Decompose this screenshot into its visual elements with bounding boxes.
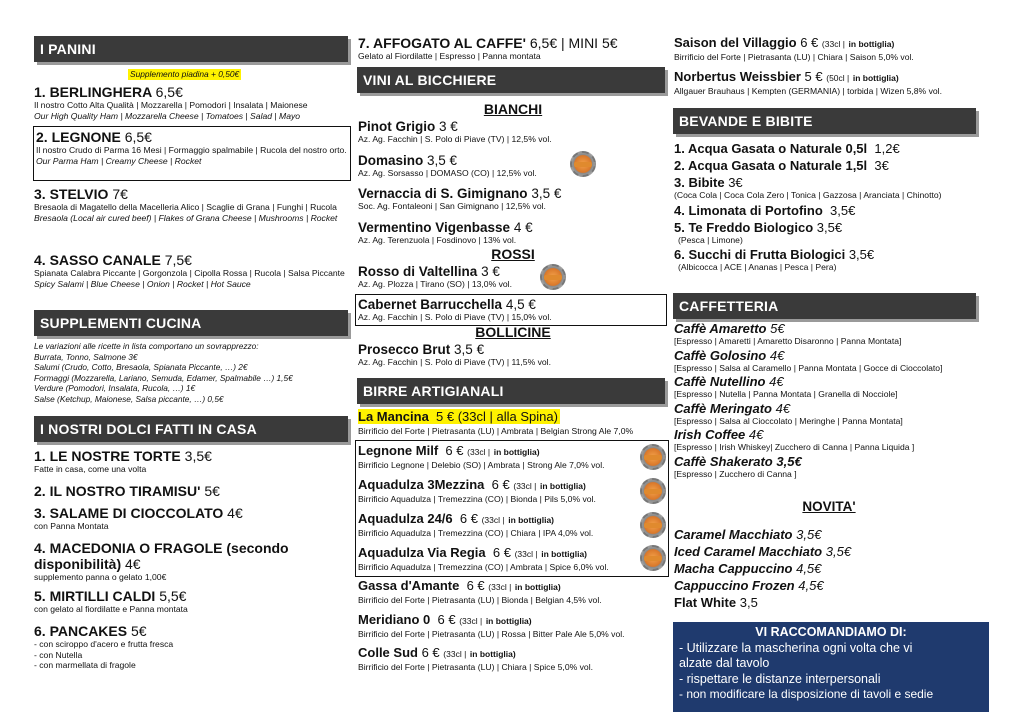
dolce-item: 4. MACEDONIA O FRAGOLE (secondo disponibilità) 4€ supplemento panna o gelato 1,00€ <box>34 540 289 582</box>
panino-item: 2. LEGNONE 6,5€ Il nostro Crudo di Parma 16 Mesi | Formaggio spalmabile | Rucola del nostro orto. Our Parma Ham | Creamy Cheese | Rocket <box>36 129 347 166</box>
bevanda-item: 3. Bibite 3€ <box>674 175 743 190</box>
supplemento-piadina: Supplemento piadina + 0,50€ <box>130 69 240 79</box>
beer-item: Saison del Villaggio 6 € (33cl | in bottiglia) Birrificio del Forte | Pietrasanta (LU) | Chiara | Saison 5,0% vol. <box>674 35 914 62</box>
beer-item: Aquadulza 24/6 6 € (33cl | in bottiglia) Birrificio Aquadulza | Tremezzina (CO) | Chiara | IPA 4,0% vol. <box>358 511 594 538</box>
beer-item: Aquadulza 3Mezzina 6 € (33cl | in bottiglia) Birrificio Aquadulza | Tremezzina (CO) | Bionda | Pils 5,0% vol. <box>358 477 596 504</box>
caffe-item: Caffè Amaretto 5€ <box>674 321 785 336</box>
panino-item: 4. SASSO CANALE 7,5€ Spianata Calabra Piccante | Gorgonzola | Cipolla Rossa | Rucola | Salsa Piccante Spicy Salami | Blue Cheese | Onion | Rocket | Hot Sauce <box>34 252 345 289</box>
bevanda-item: 5. Te Freddo Biologico 3,5€ <box>674 219 843 235</box>
novita-item: Caramel Macchiato 3,5€ <box>674 527 822 542</box>
wine-item: Rosso di Valtellina 3 € Az. Ag. Plozza | Tirano (SO) | 13,0% vol. <box>358 264 512 289</box>
bianchi-label: BIANCHI <box>483 101 543 117</box>
panino-item: 1. BERLINGHERA 6,5€ Il nostro Cotto Alta Qualità | Mozzarella | Pomodori | Insalata | Maionese Our High Quality Ham | Mozzarella Cheese | Tomatoes | Salad | Mayo <box>34 84 308 121</box>
bevanda-item: 4. Limonata di Portofino 3,5€ <box>674 202 856 218</box>
bevanda-item: 1. Acqua Gasata o Naturale 0,5l 1,2€ <box>674 141 900 156</box>
bollicine-label: BOLLICINE <box>475 324 551 340</box>
wine-item: Pinot Grigio 3 € Az. Ag. Facchin | S. Polo di Piave (TV) | 12,5% vol. <box>358 119 552 144</box>
panino-item: 3. STELVIO 7€ Bresaola di Magatello della Macelleria Alico | Scaglie di Grana | Funghi | Rucola Bresaola (Local air cured beef) | Flakes of Grana Cheese | Mushrooms | Rocket <box>34 186 338 223</box>
supplementi-list: Le variazioni alle ricette in lista comportano un sovrapprezzo: Burrata, Tonno, Salmone 3€ Salumi (Crudo, Cotto, Bresaola, Spianata Piccante, …) 2€ Formaggi (Mozzarella, Lariano, Semuda, Edamer, Spalmabile …) 1,5€ Verdure (Pomodori, Insalata, Rucola, …) 1€ Salse (Ketchup, Maionese, Salsa piccante, …) 0,5€ <box>34 341 293 404</box>
award-badge-icon <box>540 264 566 290</box>
panini-header: I PANINI <box>34 36 348 62</box>
beer-item: Meridiano 0 6 € (33cl | in bottiglia) Birrificio del Forte | Pietrasanta (LU) | Rossa | Bitter Pale Ale 5,0% vol. <box>358 612 625 639</box>
novita-item: Cappuccino Frozen 4,5€ <box>674 578 824 593</box>
dolce-item: 2. IL NOSTRO TIRAMISU' 5€ <box>34 483 220 499</box>
novita-item: Macha Cappuccino 4,5€ <box>674 561 822 576</box>
beer-item: Colle Sud 6 € (33cl | in bottiglia) Birrificio del Forte | Pietrasanta (LU) | Chiara | Spice 5,0% vol. <box>358 645 593 672</box>
beer-item: Legnone Milf 6 € (33cl | in bottiglia) Birrificio Legnone | Delebio (SO) | Ambrata | Strong Ale 7,0% vol. <box>358 443 605 470</box>
caffe-item: Caffè Meringato 4€ <box>674 400 791 416</box>
dolce-item: 3. SALAME DI CIOCCOLATO 4€ con Panna Montata <box>34 505 243 531</box>
bevande-header: BEVANDE E BIBITE <box>673 108 976 134</box>
beer-item-mancina: La Mancina 5 € (33cl | alla Spina) Birrificio del Forte | Pietrasanta (LU) | Ambrata | Belgian Strong Ale 7,0% <box>358 409 634 436</box>
birre-header: BIRRE ARTIGIANALI <box>357 378 665 404</box>
novita-label: NOVITA' <box>802 499 856 514</box>
caffe-item: Caffè Golosino 4€ <box>674 347 785 363</box>
raccomandazioni-box: VI RACCOMANDIAMO DI: - Utilizzare la mascherina ogni volta che vi alzate dal tavolo - rispettare le distanze interpersonali - non modificare la disposizione di tavoli e sedie <box>673 622 989 712</box>
dolce-item: 1. LE NOSTRE TORTE 3,5€ Fatte in casa, come una volta <box>34 448 212 474</box>
raccomandazioni-title: VI RACCOMANDIAMO DI: <box>755 625 907 639</box>
caffetteria-header: CAFFETTERIA <box>673 293 976 319</box>
wine-item: Vermentino Vigenbasse 4 € Az. Ag. Terenzuola | Fosdinovo | 13% vol. <box>358 220 533 245</box>
award-badge-icon <box>570 151 596 177</box>
award-badge-icon <box>640 545 666 571</box>
novita-list <box>674 527 994 610</box>
award-badge-icon <box>640 478 666 504</box>
novita-item: Iced Caramel Macchiato 3,5€ <box>674 544 852 559</box>
dolci-header: I NOSTRI DOLCI FATTI IN CASA <box>34 416 348 442</box>
caffe-item: Irish Coffee 4€ <box>674 427 764 442</box>
wine-item: Domasino 3,5 € Az. Ag. Sorsasso | DOMASO (CO) | 12,5% vol. <box>358 153 537 178</box>
dolce-item: 6. PANCAKES 5€ - con sciroppo d'acero e frutta fresca - con Nutella - con marmellata di fragole <box>34 623 174 670</box>
caffe-item: Caffè Nutellino 4€ <box>674 374 784 389</box>
bevande-list: 1. Acqua Gasata o Naturale 0,5l 1,2€ 2. Acqua Gasata o Naturale 1,5l 3€ 3. Bibite 3€ (Coca Cola | Coca Cola Zero | Tonica | Gazzosa | Aranciata | Chinotto) 4. Limonata di Portofino 3,5€ 5. Te Freddo Biologico 3,5€ (Pesca | Limone) 6. Succhi di Frutta Biologici 3,5€ (Albicocca | ACE | Ananas | Pesca | Pera) <box>674 141 994 273</box>
bevanda-item: 6. Succhi di Frutta Biologici 3,5€ <box>674 247 875 262</box>
vini-header: VINI AL BICCHIERE <box>357 67 665 93</box>
wine-item: Vernaccia di S. Gimignano 3,5 € Soc. Ag. Fontaleoni | San Gimignano | 12,5% vol. <box>358 186 562 211</box>
caffe-item: Caffè Shakerato 3,5€ <box>674 453 802 469</box>
caffetteria-list: Caffè Amaretto 5€ [Espresso | Amaretti | Amaretto Disaronno | Panna Montata] Caffè Golosino 4€ [Espresso | Salsa al Caramello | Panna Montata | Gocce di Cioccolato] Caffè Nutellino 4€ [Espresso | Nutella | Panna Montata | Granella di Nocciole] Caffè Meringato 4€ [Espresso | Salsa al Cioccolato | Meringhe | Panna Montata] Irish Coffee 4€ [Espresso | Irish Whiskey| Zucchero di Canna | Panna Liquida ] Caffè Shakerato 3,5€ [Espresso | Zucchero di Canna ] <box>674 321 994 479</box>
dolce-item: 5. MIRTILLI CALDI 5,5€ con gelato al fiordilatte e Panna montata <box>34 588 188 614</box>
beer-item: Norbertus Weissbier 5 € (50cl | in bottiglia) Allgauer Brauhaus | Kempten (GERMANIA) | torbida | Wizen 5,8% vol. <box>674 69 942 96</box>
affogato-item: 7. AFFOGATO AL CAFFE' 6,5€ | MINI 5€ Gelato al Fiordilatte | Espresso | Panna montata <box>358 35 618 61</box>
wine-item: Prosecco Brut 3,5 € Az. Ag. Facchin | S. Polo di Piave (TV) | 11,5% vol. <box>358 342 551 367</box>
award-badge-icon <box>640 444 666 470</box>
supplementi-header: SUPPLEMENTI CUCINA <box>34 310 348 336</box>
beer-item: Aquadulza Via Regia 6 € (33cl | in bottiglia) Birrificio Aquadulza | Tremezzina (CO) | Ambrata | Spice 6,0% vol. <box>358 545 609 572</box>
beer-item: Gassa d'Amante 6 € (33cl | in bottiglia) Birrificio del Forte | Pietrasanta (LU) | Bionda | Belgian 4,5% vol. <box>358 578 602 605</box>
bevanda-item: 2. Acqua Gasata o Naturale 1,5l 3€ <box>674 158 889 173</box>
rossi-label: ROSSI <box>491 246 535 262</box>
wine-item: Cabernet Barrucchella 4,5 € Az. Ag. Facchin | S. Polo di Piave (TV) | 15,0% vol. <box>358 297 552 322</box>
award-badge-icon <box>640 512 666 538</box>
novita-item: Flat White 3,5 <box>674 595 758 610</box>
